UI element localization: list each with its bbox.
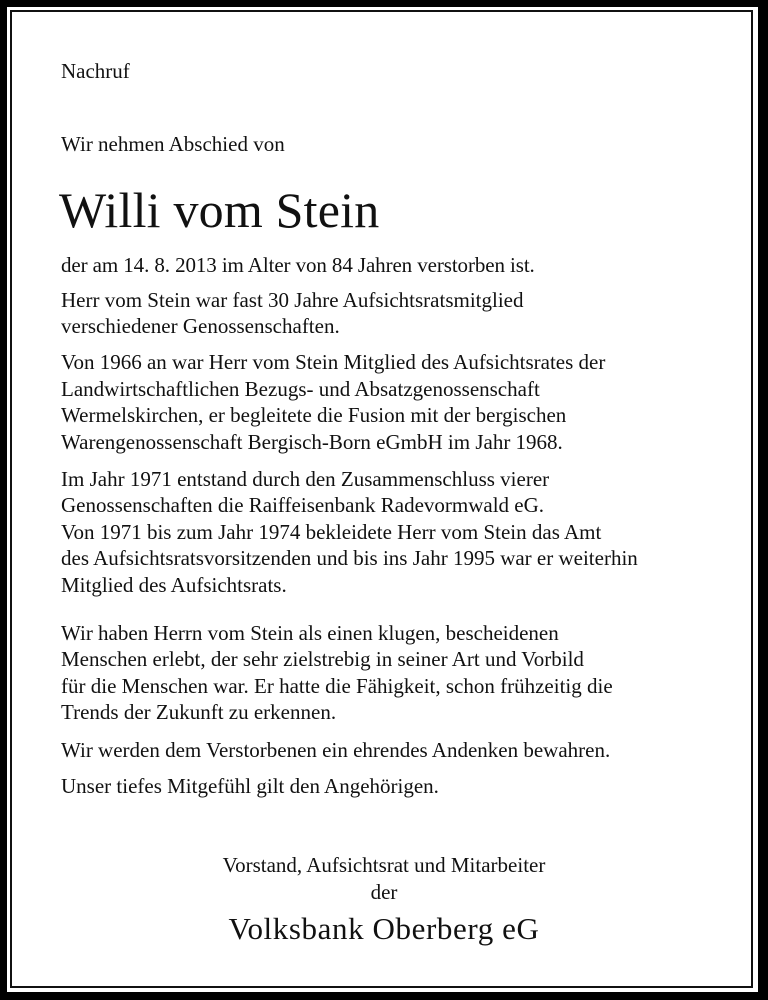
- signature-line-1: Vorstand, Aufsichtsrat und Mitarbeiter: [222, 853, 546, 877]
- text-line: der am 14. 8. 2013 im Alter von 84 Jahren verstorben ist.: [61, 253, 535, 277]
- text-line: Herr vom Stein war fast 30 Jahre Aufsichtsratsmitglied: [61, 288, 524, 312]
- deceased-name: Willi vom Stein: [59, 182, 380, 238]
- text-line: Mitglied des Aufsichtsrats.: [61, 573, 287, 597]
- text-line: Menschen erlebt, der sehr zielstrebig in seiner Art und Vorbild: [61, 647, 584, 671]
- notice-intro: Wir nehmen Abschied von: [61, 132, 285, 156]
- text-line: Wir haben Herrn vom Stein als einen klugen, bescheidenen: [61, 621, 559, 645]
- text-line: Genossenschaften die Raiffeisenbank Radevormwald eG.: [61, 493, 545, 517]
- notice-title: Nachruf: [61, 59, 130, 83]
- organization-name: Volksbank Oberberg eG: [228, 911, 540, 946]
- text-line: Von 1971 bis zum Jahr 1974 bekleidete Herr vom Stein das Amt: [61, 520, 602, 544]
- text-line: Von 1966 an war Herr vom Stein Mitglied des Aufsichtsrates der: [61, 350, 606, 374]
- text-line: Warengenossenschaft Bergisch-Born eGmbH im Jahr 1968.: [61, 430, 563, 454]
- text-line: Trends der Zukunft zu erkennen.: [61, 700, 337, 724]
- text-line: Landwirtschaftlichen Bezugs- und Absatzgenossenschaft: [61, 377, 540, 401]
- signature-line-2: der: [370, 880, 398, 904]
- text-line: Im Jahr 1971 entstand durch den Zusammenschluss vierer: [61, 467, 550, 491]
- text-line: Wir werden dem Verstorbenen ein ehrendes Andenken bewahren.: [61, 738, 611, 762]
- text-line: verschiedener Genossenschaften.: [61, 314, 340, 338]
- text-line: für die Menschen war. Er hatte die Fähigkeit, schon frühzeitig die: [61, 674, 613, 698]
- text-line: des Aufsichtsratsvorsitzenden und bis ins Jahr 1995 war er weiterhin: [61, 546, 638, 570]
- text-line: Wermelskirchen, er begleitete die Fusion mit der bergischen: [61, 403, 567, 427]
- text-line: Unser tiefes Mitgefühl gilt den Angehörigen.: [61, 774, 439, 798]
